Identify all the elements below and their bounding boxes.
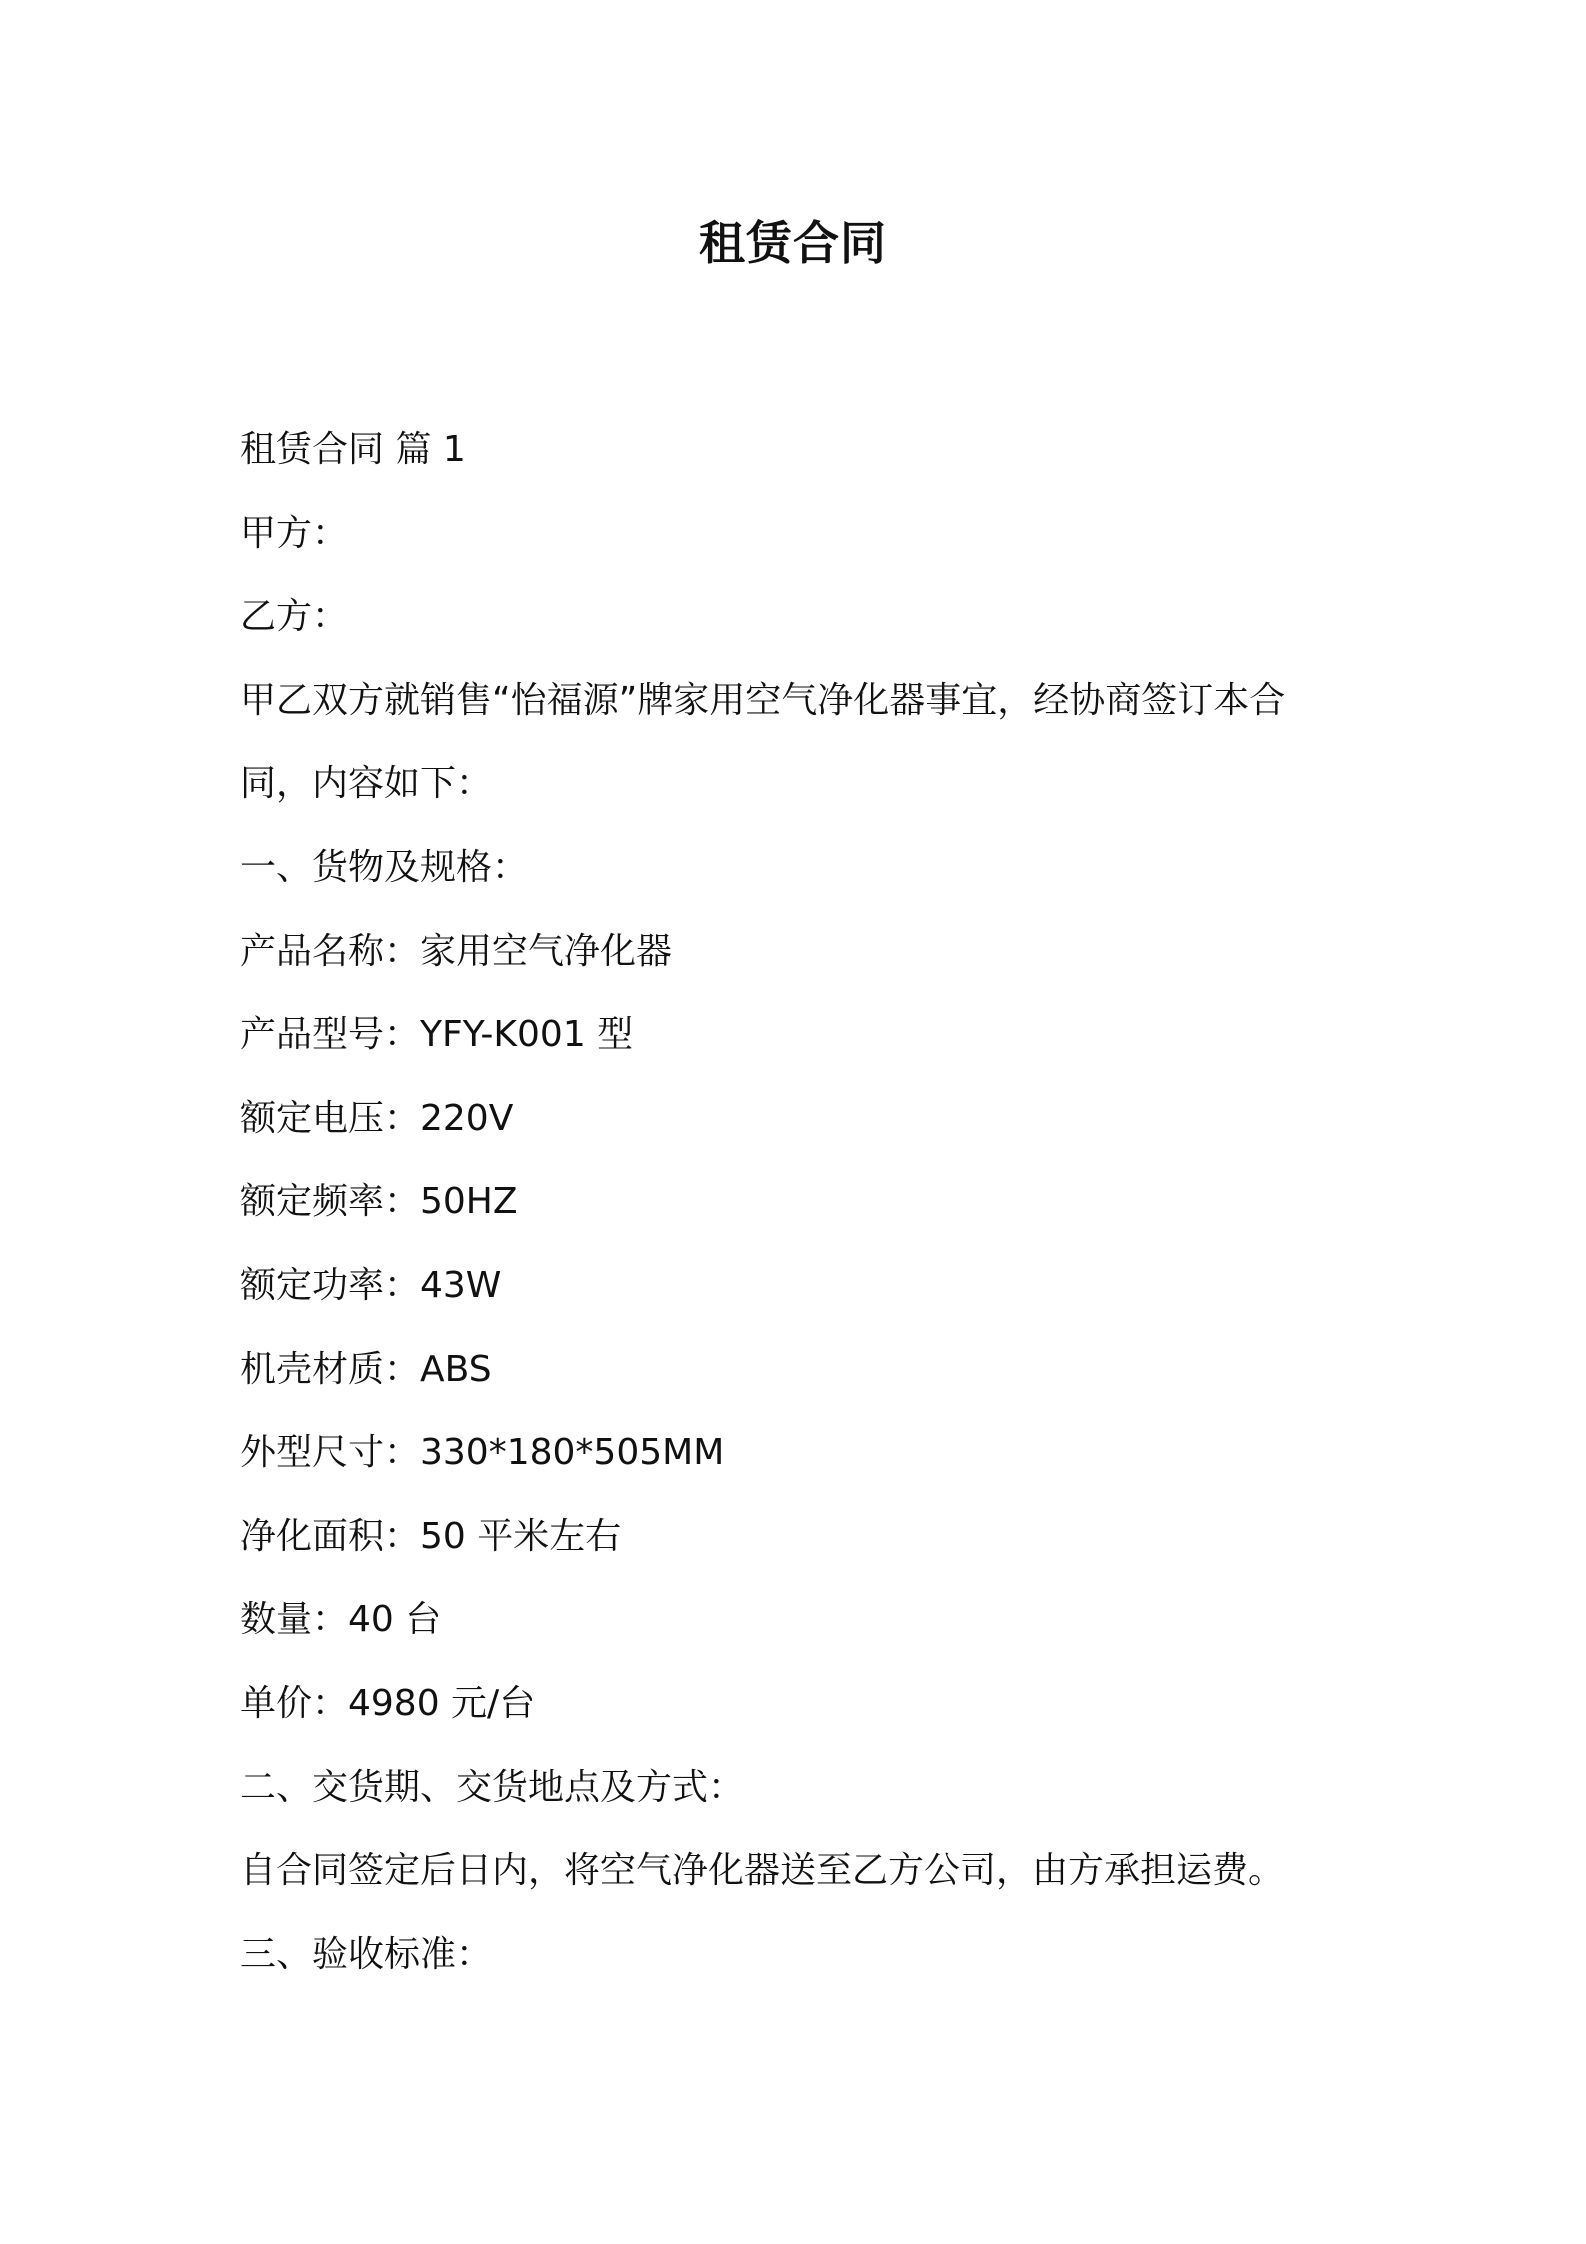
party-a-line: 甲方： [240, 512, 349, 554]
intro-paragraph-line: 同，内容如下： [240, 763, 493, 805]
party-b-line: 乙方： [240, 596, 349, 638]
clause-heading-acceptance: 三、验收标准： [240, 1933, 493, 1975]
spec-unit-price: 单价：4980 元/台 [240, 1682, 536, 1724]
spec-purification-area: 净化面积：50 平米左右 [240, 1515, 622, 1557]
clause-heading-goods: 一、货物及规格： [240, 846, 529, 888]
spec-casing-material: 机壳材质：ABS [240, 1348, 492, 1390]
spec-rated-frequency: 额定频率：50HZ [240, 1181, 518, 1223]
spec-rated-power: 额定功率：43W [240, 1264, 502, 1306]
delivery-paragraph: 自合同签定后日内，将空气净化器送至乙方公司，由方承担运费。 [240, 1850, 1285, 1892]
spec-product-name: 产品名称：家用空气净化器 [240, 930, 673, 972]
document-title: 租赁合同 [699, 216, 887, 270]
spec-quantity: 数量：40 台 [240, 1599, 442, 1641]
section-heading: 租赁合同 篇 1 [240, 429, 466, 470]
document-body [240, 408, 1370, 1996]
clause-heading-delivery: 二、交货期、交货地点及方式： [240, 1766, 745, 1808]
intro-paragraph-line: 甲乙双方就销售“怡福源”牌家用空气净化器事宜，经协商签订本合 [240, 679, 1286, 721]
spec-rated-voltage: 额定电压：220V [240, 1097, 514, 1139]
spec-product-model: 产品型号：YFY-K001 型 [240, 1014, 634, 1056]
spec-dimensions: 外型尺寸：330*180*505MM [240, 1432, 725, 1474]
